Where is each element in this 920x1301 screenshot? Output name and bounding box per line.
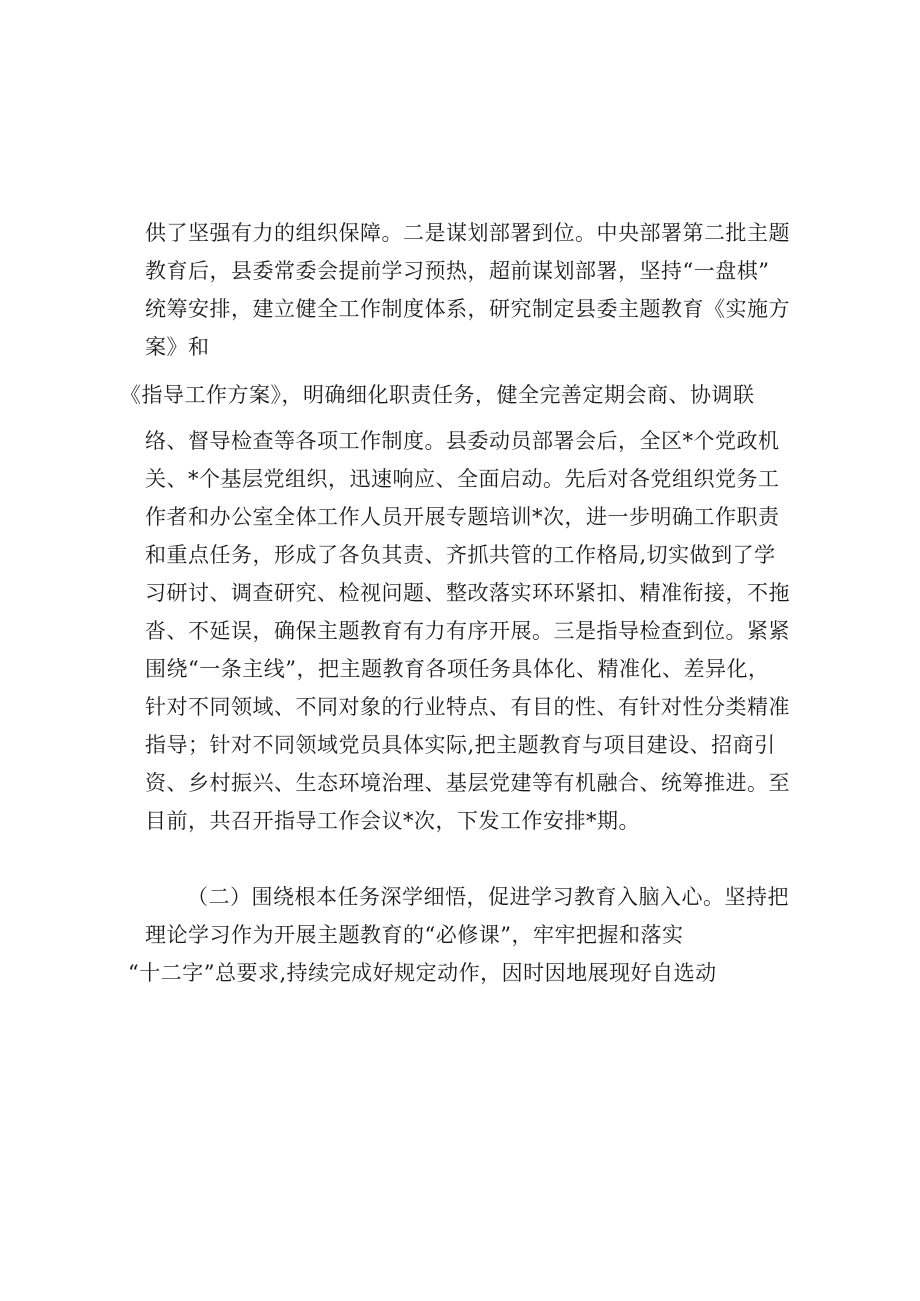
body-text-line: “十二字”总要求,持续完成好规定动作，因时因地展现好自选动 bbox=[128, 961, 717, 985]
section-heading-line: （二）围绕根本任务深学细悟，促进学习教育入脑入心。坚持把 bbox=[187, 885, 789, 909]
body-text-line: 关、*个基层党组织，迅速响应、全面启动。先后对各党组织党务工 bbox=[145, 467, 780, 491]
body-text-line: 作者和办公室全体工作人员开展专题培训*次，进一步明确工作职责 bbox=[145, 505, 780, 529]
body-text-line: 案》和 bbox=[145, 335, 210, 359]
body-text-line: 针对不同领域、不同对象的行业特点、有目的性、有针对性分类精准 bbox=[145, 695, 790, 719]
body-text-line: 教育后，县委常委会提前学习预热，超前谋划部署，坚持“一盘棋” bbox=[145, 259, 770, 283]
body-text-line: 供了坚强有力的组织保障。二是谋划部署到位。中央部署第二批主题 bbox=[145, 221, 790, 245]
body-text-line: 理论学习作为开展主题教育的“必修课”，牢牢把握和落实 bbox=[145, 923, 684, 947]
body-text-line: 统筹安排，建立健全工作制度体系，研究制定县委主题教育《实施方 bbox=[145, 297, 790, 321]
body-text-line: 目前，共召开指导工作会议*次，下发工作安排*期。 bbox=[145, 809, 640, 833]
body-text-line: 围绕“一条主线”，把主题教育各项任务具体化、精准化、差异化， bbox=[145, 657, 770, 681]
body-text-line: 和重点任务，形成了各负其责、齐抓共管的工作格局,切实做到了学 bbox=[145, 543, 776, 567]
body-text-line: 络、督导检查等各项工作制度。县委动员部署会后，全区*个党政机 bbox=[145, 429, 780, 453]
body-text-line: 资、乡村振兴、生态环境治理、基层党建等有机融合、统筹推进。至 bbox=[145, 771, 790, 795]
body-text-line: 指导；针对不同领域党员具体实际,把主题教育与项目建设、招商引 bbox=[145, 733, 776, 757]
body-text-line: 沓、不延误，确保主题教育有力有序开展。三是指导检查到位。紧紧 bbox=[145, 619, 790, 643]
body-text-line: 习研讨、调查研究、检视问题、整改落实环环紧扣、精准衔接，不拖 bbox=[145, 581, 790, 605]
body-text-line: 《指导工作方案》，明确细化职责任务，健全完善定期会商、协调联 bbox=[120, 383, 755, 407]
